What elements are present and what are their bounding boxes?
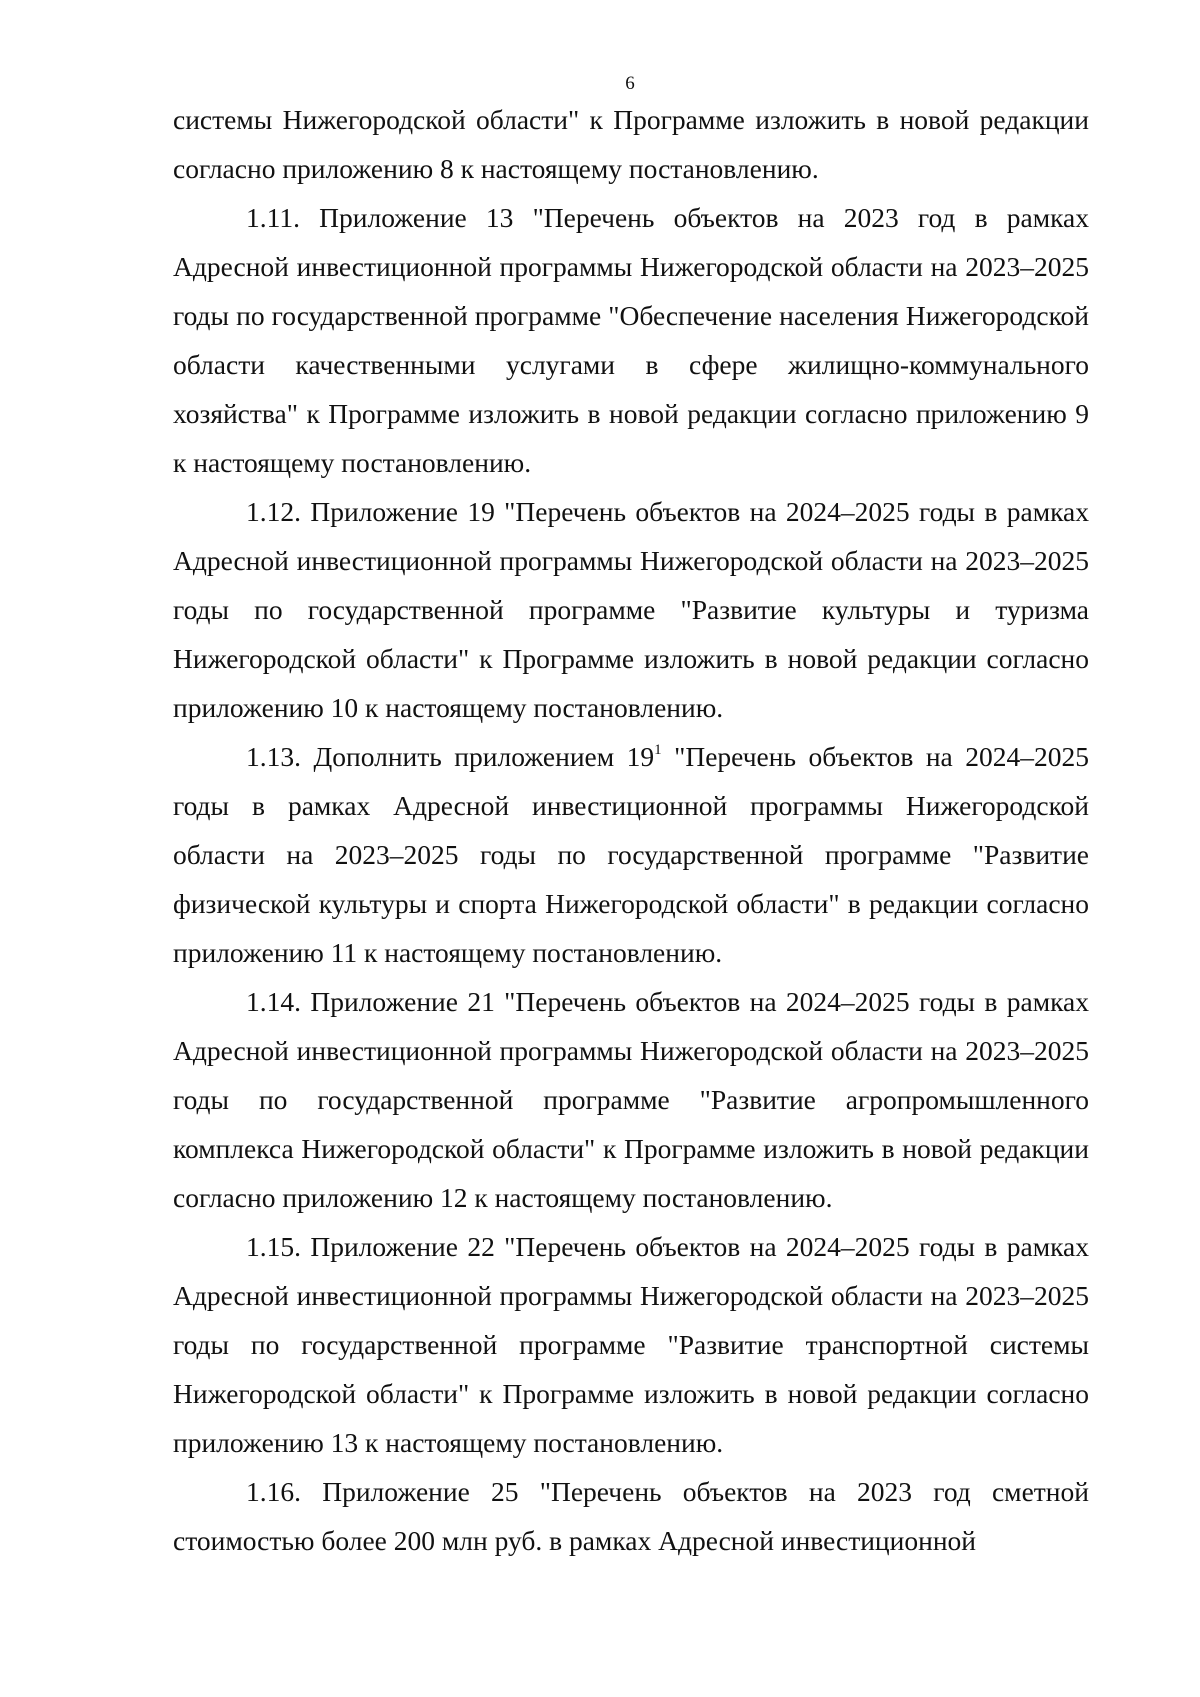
appendix-superscript: 1 bbox=[654, 742, 662, 758]
paragraph-1-13-lead: 1.13. Дополнить приложением 19 bbox=[246, 741, 655, 772]
document-body bbox=[173, 95, 1089, 1565]
paragraph-1-15: 1.15. Приложение 22 "Перечень объектов на 2024–2025 годы в рамках Адресной инвестиционной программы Нижегородской области на 2023–2025 годы по государственной программе "Развитие транспортной системы Нижегородской области" к Программе изложить в новой редакции согласно приложению 13 к настоящему постановлению. bbox=[173, 1231, 1089, 1458]
page-number: 6 bbox=[625, 73, 635, 94]
paragraph-1-12: 1.12. Приложение 19 "Перечень объектов на 2024–2025 годы в рамках Адресной инвестиционной программы Нижегородской области на 2023–2025 годы по государственной программе "Развитие культуры и туризма Нижегородской области" к Программе изложить в новой редакции согласно приложению 10 к настоящему постановлению. bbox=[173, 496, 1089, 723]
paragraph-1-16: 1.16. Приложение 25 "Перечень объектов на 2023 год сметной стоимостью более 200 млн руб. в рамках Адресной инвестиционной bbox=[173, 1476, 1089, 1556]
paragraph-continuation: системы Нижегородской области" к Программе изложить в новой редакции согласно приложению 8 к настоящему постановлению. bbox=[173, 104, 1089, 184]
paragraph-1-13 bbox=[173, 732, 1089, 977]
paragraph-1-14: 1.14. Приложение 21 "Перечень объектов на 2024–2025 годы в рамках Адресной инвестиционной программы Нижегородской области на 2023–2025 годы по государственной программе "Развитие агропромышленного комплекса Нижегородской области" к Программе изложить в новой редакции согласно приложению 12 к настоящему постановлению. bbox=[173, 986, 1089, 1213]
paragraph-1-13-rest: "Перечень объектов на 2024–2025 годы в рамках Адресной инвестиционной программы Нижегородской области на 2023–2025 годы по государственной программе "Развитие физической культуры и спорта Нижегородской области" в редакции согласно приложению 11 к настоящему постановлению. bbox=[173, 741, 1090, 968]
paragraph-1-11: 1.11. Приложение 13 "Перечень объектов на 2023 год в рамках Адресной инвестиционной программы Нижегородской области на 2023–2025 годы по государственной программе "Обеспечение населения Нижегородской области качественными услугами в сфере жилищно-коммунального хозяйства" к Программе изложить в новой редакции согласно приложению 9 к настоящему постановлению. bbox=[173, 202, 1089, 478]
